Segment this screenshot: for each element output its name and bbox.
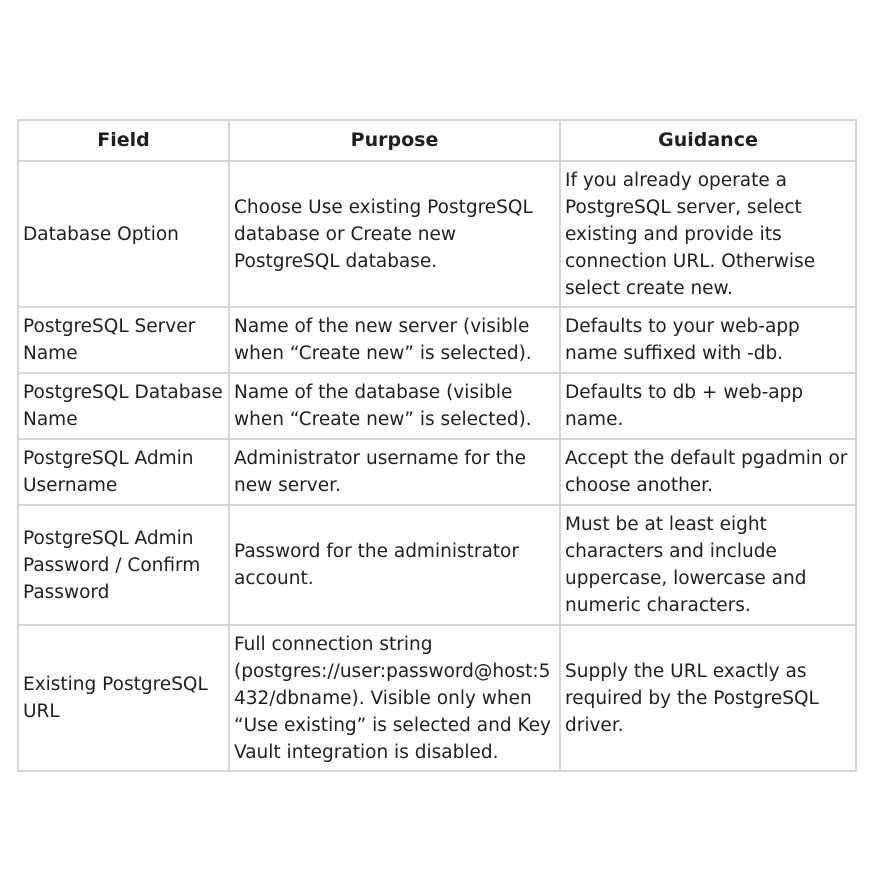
guidance-cell: Accept the default pgadmin or choose another. (560, 439, 856, 505)
purpose-cell: Name of the database (visible when “Create new” is selected). (229, 373, 560, 439)
table-row (18, 505, 856, 625)
guidance-cell: Must be at least eight characters and include uppercase, lowercase and numeric characters. (560, 505, 856, 625)
header-row (18, 120, 856, 161)
table-row (18, 373, 856, 439)
field-cell: PostgreSQL Admin Username (18, 439, 229, 505)
guidance-cell: Supply the URL exactly as required by the PostgreSQL driver. (560, 625, 856, 771)
fields-table (17, 119, 857, 772)
purpose-cell: Choose Use existing PostgreSQL database or Create new PostgreSQL database. (229, 161, 560, 307)
field-cell: PostgreSQL Admin Password / Confirm Password (18, 505, 229, 625)
field-cell: PostgreSQL Database Name (18, 373, 229, 439)
purpose-cell: Full connection string (postgres://user:password@host:5432/dbname). Visible only when “Use existing” is selected and Key Vault integration is disabled. (229, 625, 560, 771)
purpose-cell: Password for the administrator account. (229, 505, 560, 625)
guidance-cell: Defaults to your web-app name suffixed with -db. (560, 307, 856, 373)
guidance-cell: If you already operate a PostgreSQL server, select existing and provide its connection URL. Otherwise select create new. (560, 161, 856, 307)
table-row (18, 307, 856, 373)
purpose-cell: Name of the new server (visible when “Create new” is selected). (229, 307, 560, 373)
table-row (18, 439, 856, 505)
header-guidance: Guidance (560, 120, 856, 161)
field-cell: PostgreSQL Server Name (18, 307, 229, 373)
field-cell: Existing PostgreSQL URL (18, 625, 229, 771)
purpose-cell: Administrator username for the new server. (229, 439, 560, 505)
table-row (18, 161, 856, 307)
header-purpose: Purpose (229, 120, 560, 161)
field-cell: Database Option (18, 161, 229, 307)
table-row (18, 625, 856, 771)
guidance-cell: Defaults to db + web-app name. (560, 373, 856, 439)
header-field: Field (18, 120, 229, 161)
